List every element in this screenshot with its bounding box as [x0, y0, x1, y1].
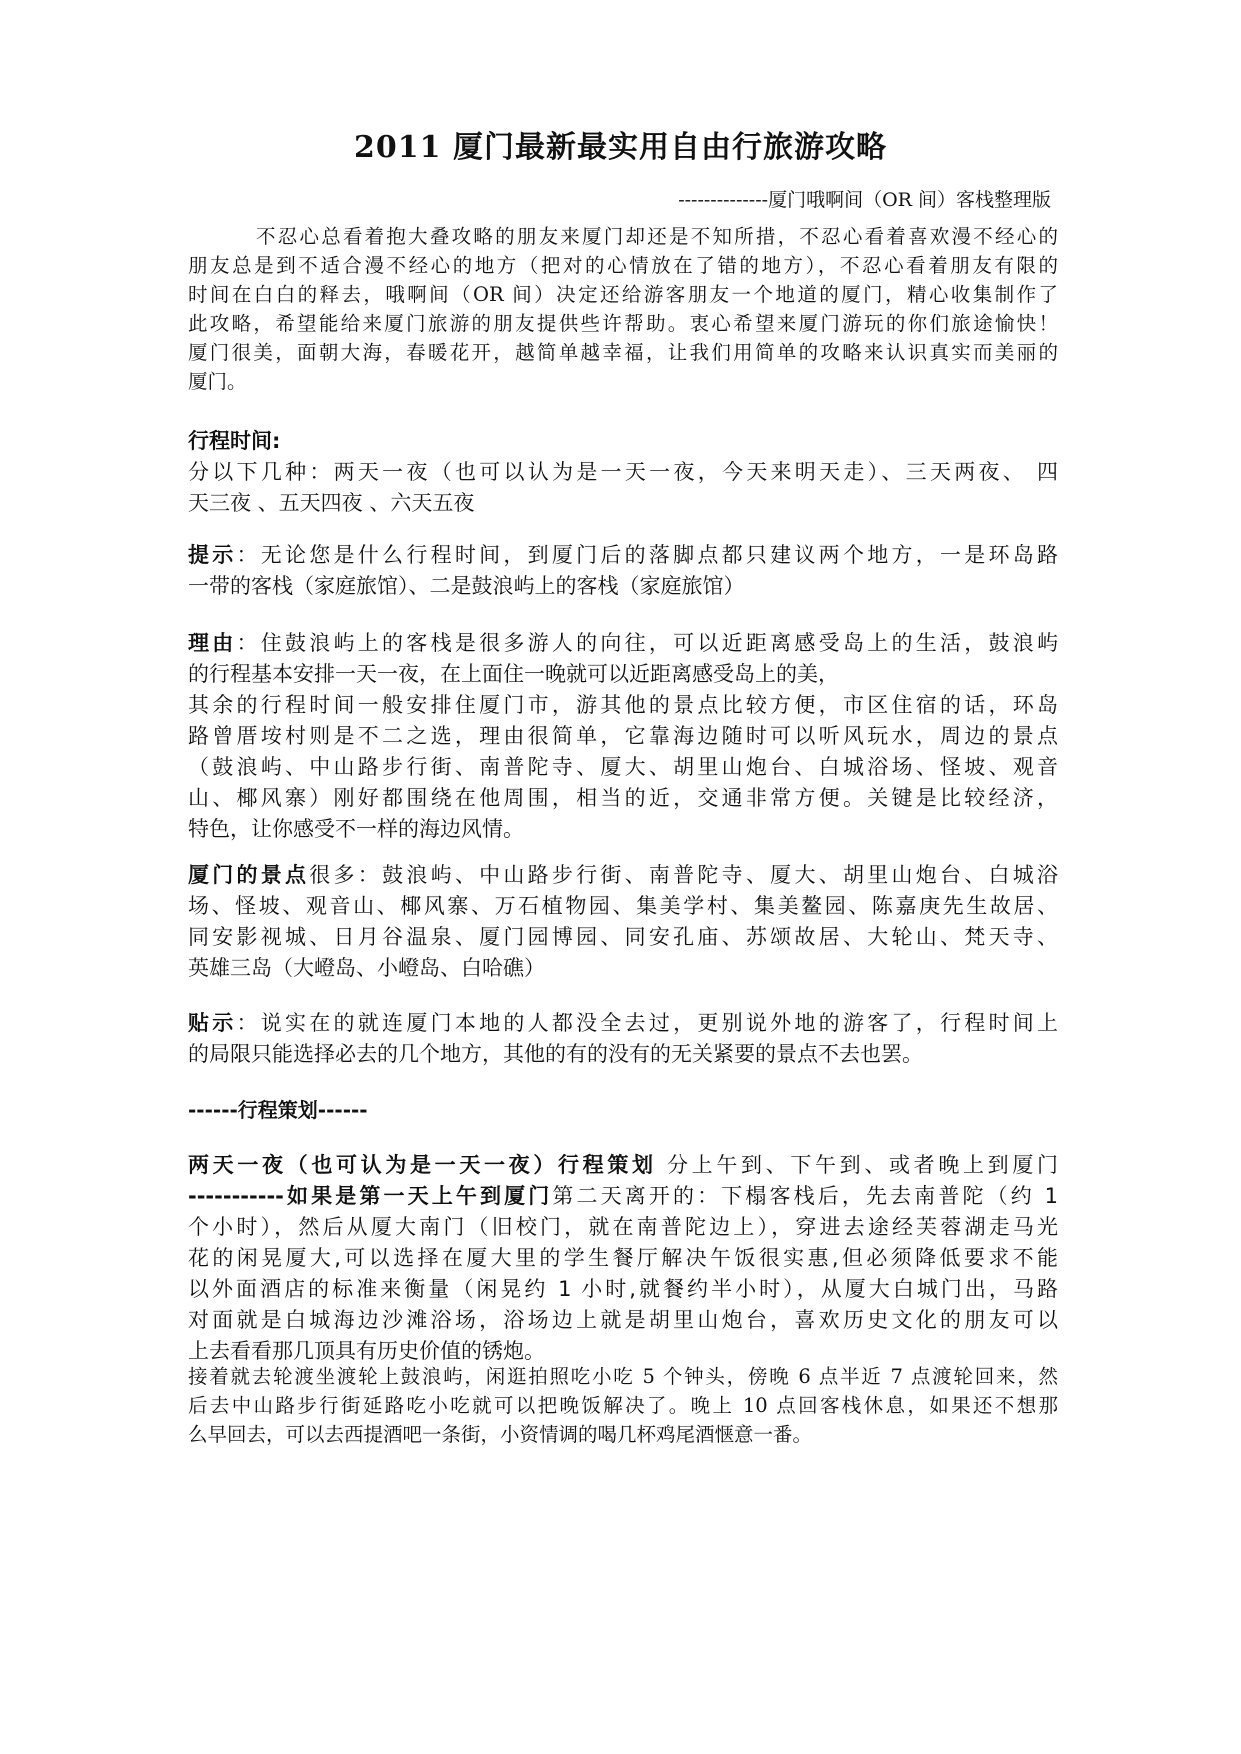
plan-line: 花的闲晃厦大,可以选择在厦大里的学生餐厅解决午饭很实惠,但必须降低要求不能 [188, 1246, 1058, 1270]
notice-first-text: ：说实在的就连厦门本地的人都没全去过，更别说外地的游客了，行程时间上 [236, 1011, 1058, 1035]
plan-two-days-section [188, 1150, 1058, 1367]
reason-line: 山、椰风寨）刚好都围绕在他周围，相当的近，交通非常方便。关键是比较经济， [188, 786, 1058, 810]
plan-first-line [188, 1150, 1058, 1181]
schedule-line: 分以下几种：两天一夜（也可以认为是一天一夜，今天来明天走）、三天两夜、 四 [188, 460, 1058, 484]
intro-line: 厦门很美，面朝大海，春暖花开，越简单越幸福，让我们用简单的攻略来认识真实而美丽的 [188, 341, 1058, 364]
spots-label: 厦门的景点 [188, 863, 310, 887]
plan-line: 对面就是白城海边沙滩浴场，浴场边上就是胡里山炮台，喜欢历史文化的朋友可以 [188, 1308, 1058, 1332]
tip-section [188, 540, 1058, 602]
spots-line: 英雄三岛（大嶝岛、小嶝岛、白哈礁） [188, 956, 545, 980]
reason-first-line [188, 628, 1058, 659]
schedule-line: 天三夜 、五天四夜 、六天五夜 [188, 491, 475, 515]
plan-afternoon-line: 后去中山路步行街延路吃小吃就可以把晚饭解决了。晚上 10 点回客栈休息，如果还不想那 [188, 1394, 1058, 1417]
tip-label: 提示 [188, 543, 237, 567]
reason-line: 特色，让你感受不一样的海边风情。 [188, 817, 524, 841]
plan-morning-line [188, 1181, 1058, 1212]
plan-first-text: 分上午到、下午到、或者晚上到厦门 [656, 1153, 1058, 1177]
schedule-section [188, 426, 1058, 519]
intro-line: 时间在白白的释去，哦啊间（OR 间）决定还给游客朋友一个地道的厦门，精心收集制作了 [188, 283, 1058, 306]
notice-line: 的局限只能选择必去的几个地方，其他的有的没有的无关紧要的景点不去也罢。 [188, 1042, 923, 1066]
notice-first-line [188, 1008, 1058, 1039]
notice-label: 贴示 [188, 1011, 237, 1035]
planning-heading: ------行程策划------ [188, 1098, 368, 1122]
plan-afternoon-line: 接着就去轮渡坐渡轮上鼓浪屿，闲逛拍照吃小吃 5 个钟头，傍晚 6 点半近 7 点渡轮回来，然 [188, 1365, 1058, 1388]
document-subtitle: --------------厦门哦啊间（OR 间）客栈整理版 [678, 189, 1051, 211]
plan-line: 个小时），然后从厦大南门（旧校门，就在南普陀边上），穿进去途经芙蓉湖走马光 [188, 1215, 1058, 1239]
notice-section [188, 1008, 1058, 1070]
plan-afternoon-line: 么早回去，可以去西提酒吧一条街，小资情调的喝几杯鸡尾酒惬意一番。 [188, 1423, 813, 1446]
plan-morning-text: 第二天离开的：下榻客栈后，先去南普陀（约 1 [552, 1184, 1058, 1208]
document-title: 2011 厦门最新最实用自由行旅游攻略 [354, 130, 887, 165]
spots-first-line [188, 860, 1058, 891]
intro-line: 此攻略，希望能给来厦门旅游的朋友提供些许帮助。衷心希望来厦门游玩的你们旅途愉快！ [188, 312, 1058, 335]
spots-section [188, 860, 1058, 984]
reason-line: 的行程基本安排一天一夜，在上面住一晚就可以近距离感受岛上的美， [188, 662, 839, 686]
tip-first-text: ：无论您是什么行程时间，到厦门后的落脚点都只建议两个地方，一是环岛路 [236, 543, 1058, 567]
reason-first-text: ：住鼓浪屿上的客栈是很多游人的向往，可以近距离感受岛上的生活，鼓浪屿 [236, 631, 1058, 655]
reason-line: 其余的行程时间一般安排住厦门市，游其他的景点比较方便，市区住宿的话，环岛 [188, 693, 1058, 717]
planning-section [188, 1095, 1058, 1125]
spots-first-text: 很多：鼓浪屿、中山路步行街、南普陀寺、厦大、胡里山炮台、白城浴 [309, 863, 1059, 887]
intro-line: 不忍心总看着抱大叠攻略的朋友来厦门却还是不知所措，不忍心看着喜欢漫不经心的 [256, 225, 1058, 248]
plan-label: 两天一夜（也可认为是一天一夜）行程策划 [188, 1153, 657, 1177]
tip-line: 一带的客栈（家庭旅馆）、二是鼓浪屿上的客栈（家庭旅馆） [188, 574, 745, 598]
plan-afternoon-paragraph [188, 1362, 1058, 1449]
spots-line: 场、怪坡、观音山、椰风寨、万石植物园、集美学村、集美鳌园、陈嘉庚先生故居、 [188, 894, 1058, 918]
reason-line: 路曾厝垵村则是不二之选，理由很简单，它靠海边随时可以听风玩水，周边的景点 [188, 724, 1058, 748]
intro-line: 朋友总是到不适合漫不经心的地方（把对的心情放在了错的地方），不忍心看着朋友有限的 [188, 254, 1058, 277]
schedule-heading: 行程时间: [188, 429, 281, 453]
intro-line: 厦门。 [188, 370, 247, 393]
plan-line: 以外面酒店的标准来衡量（闲晃约 1 小时,就餐约半小时），从厦大白城门出，马路 [188, 1277, 1058, 1301]
intro-paragraph [188, 222, 1058, 396]
tip-first-line [188, 540, 1058, 571]
reason-label: 理由 [188, 631, 237, 655]
plan-line: 上去看看那几顶具有历史价值的锈炮。 [188, 1339, 545, 1363]
reason-line: （鼓浪屿、中山路步行街、南普陀寺、厦大、胡里山炮台、白城浴场、怪坡、观音 [188, 755, 1058, 779]
spots-line: 同安影视城、日月谷温泉、厦门园博园、同安孔庙、苏颂故居、大轮山、梵天寺、 [188, 925, 1058, 949]
reason-section [188, 628, 1058, 845]
plan-morning-label: -----------如果是第一天上午到厦门 [188, 1184, 553, 1208]
